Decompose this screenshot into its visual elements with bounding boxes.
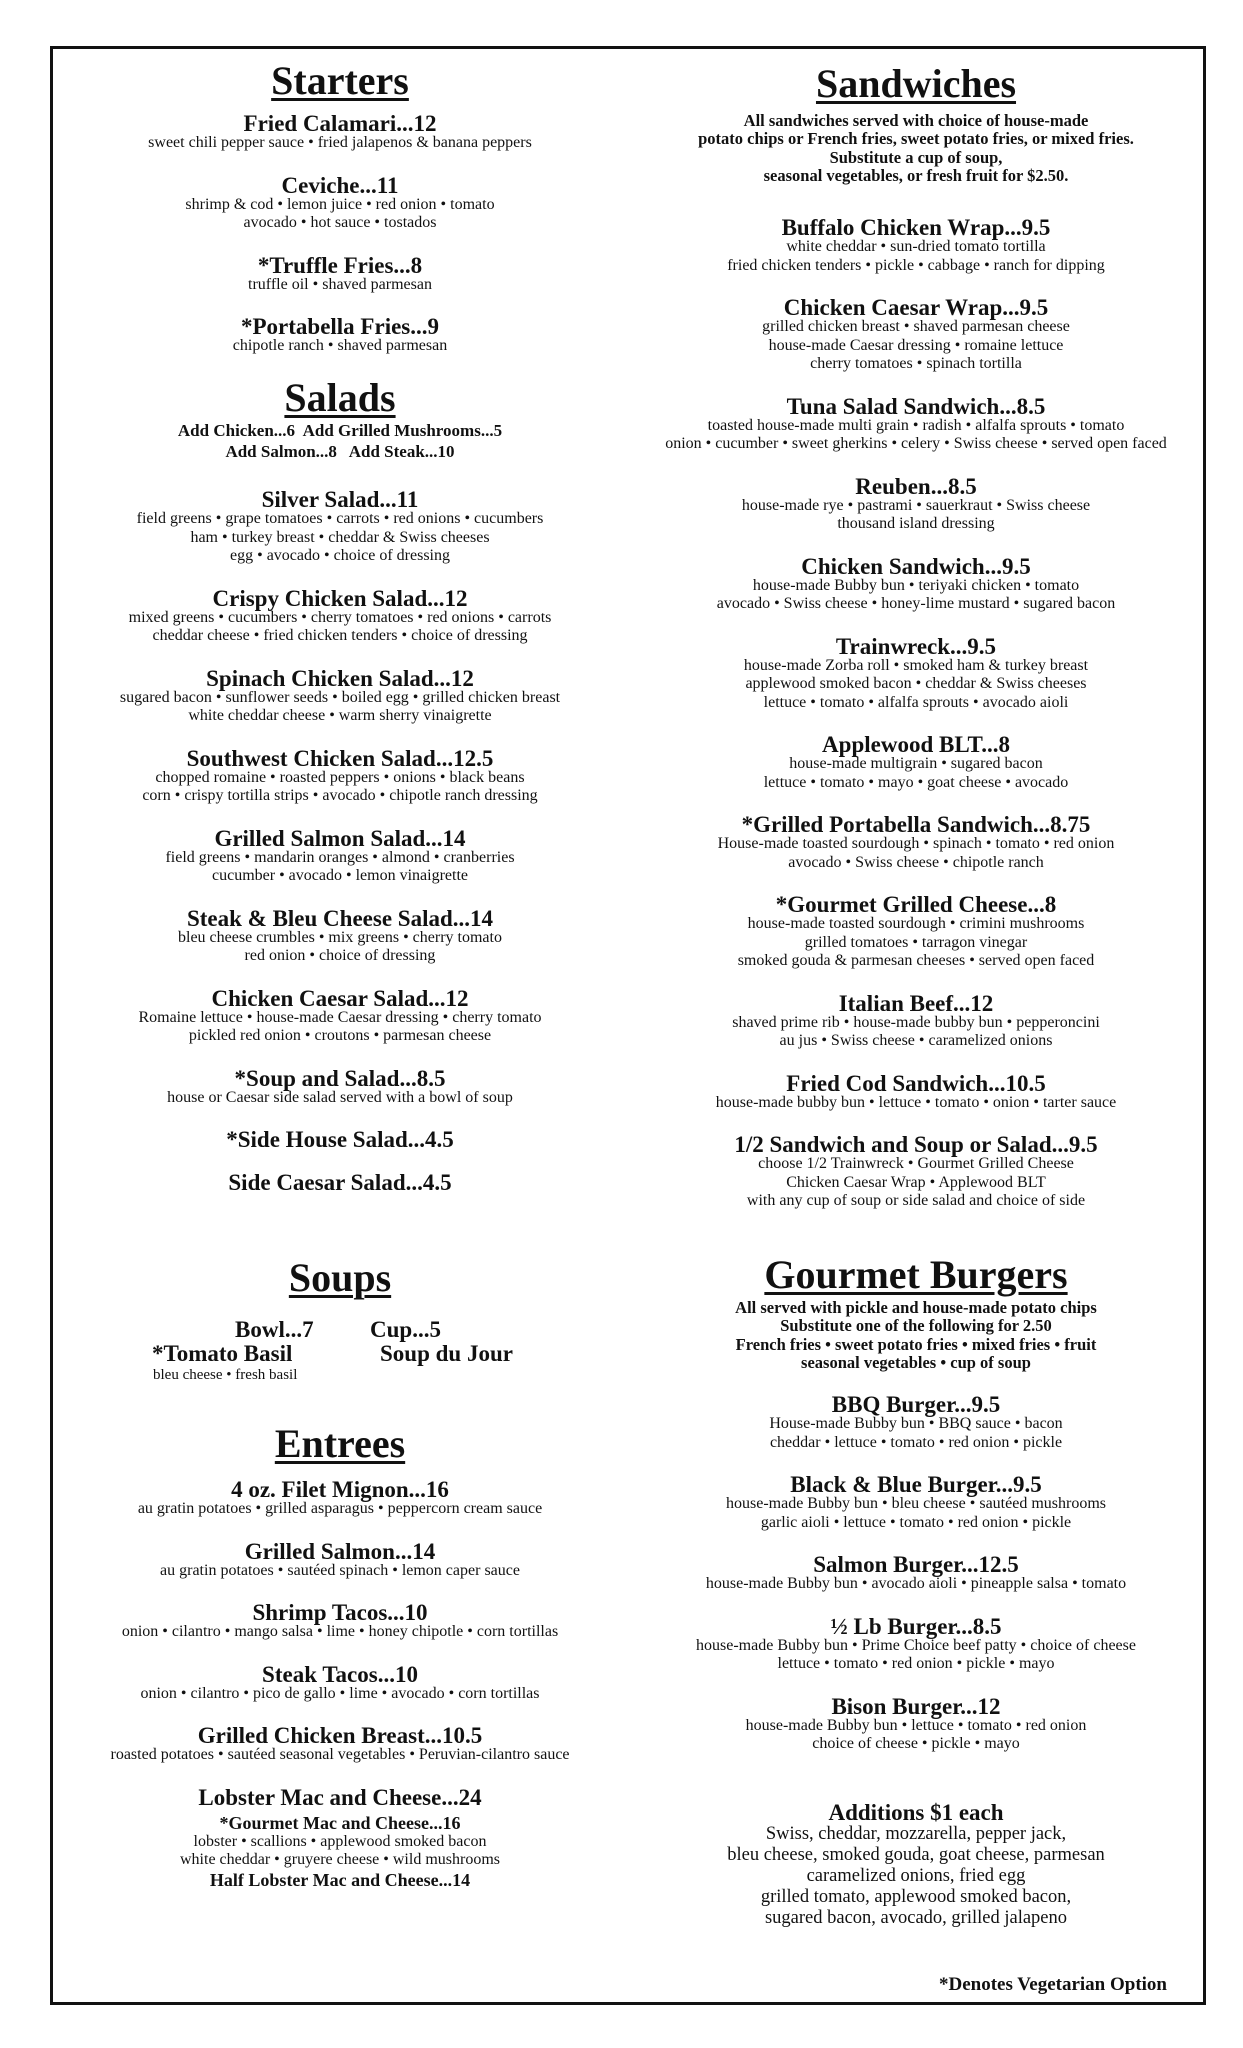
item-desc: chipotle ranch • shaved parmesan — [232, 337, 448, 354]
starters-section — [55, 59, 625, 378]
item-title: Applewood BLT...8 — [822, 732, 1010, 758]
item-desc: lobster • scallions • applewood smoked bacon — [193, 1832, 487, 1850]
menu-item — [621, 1134, 1211, 1211]
burgers-intro — [621, 1299, 1211, 1372]
item-desc: house-made Zorba roll • smoked ham & turkey breast — [743, 656, 1089, 674]
item-desc: onion • cilantro • pico de gallo • lime • avocado • corn tortillas — [140, 1684, 540, 1702]
item-desc: truffle oil • shaved parmesan — [248, 275, 432, 293]
text-line: sugared bacon, avocado, grilled jalapeno — [764, 1908, 1068, 1928]
sandwiches-items — [621, 217, 1211, 1211]
item-title: Buffalo Chicken Wrap...9.5 — [781, 215, 1051, 241]
item-desc: choice of cheese • pickle • mayo — [812, 1735, 1020, 1753]
entrees-items — [55, 1479, 625, 1765]
item-title: Grilled Chicken Breast...10.5 — [197, 1723, 483, 1748]
item-title: Salmon Burger...12.5 — [813, 1552, 1019, 1578]
item-desc: fried chicken tenders • pickle • cabbage • ranch for dipping — [727, 256, 1105, 274]
menu-item — [621, 297, 1211, 374]
sandwiches-intro — [621, 112, 1211, 185]
item-title: Chicken Caesar Wrap...9.5 — [783, 295, 1049, 321]
menu-item — [55, 1538, 625, 1581]
item-desc: field greens • mandarin oranges • almond • cranberries — [165, 848, 515, 866]
tomato-basil: *Tomato Basil — [152, 1341, 293, 1366]
item-desc: au jus • Swiss cheese • caramelized onions — [779, 1032, 1053, 1050]
text-line: grilled tomato, applewood smoked bacon, — [760, 1887, 1072, 1907]
item-title: 4 oz. Filet Mignon...16 — [231, 1477, 449, 1502]
item-desc: au gratin potatoes • sautéed spinach • lemon caper sauce — [160, 1561, 520, 1579]
additions-section — [621, 1802, 1211, 1929]
salads-items — [55, 489, 625, 1193]
text-line: seasonal vegetables, or fresh fruit for $2.50. — [763, 165, 1069, 185]
item-subtitle: *Gourmet Mac and Cheese...16 — [219, 1812, 461, 1833]
menu-item — [621, 1070, 1211, 1113]
soups-section — [55, 1256, 625, 1390]
item-title: Silver Salad...11 — [261, 487, 419, 512]
item-desc: avocado • Swiss cheese • honey-lime mustard • sugared bacon — [716, 595, 1116, 613]
item-desc: smoked gouda & parmesan cheeses • served open faced — [737, 952, 1095, 970]
additions-title: Additions $1 each — [828, 1800, 1004, 1825]
section-heading: Sandwiches — [815, 61, 1017, 106]
item-title: Southwest Chicken Salad...12.5 — [186, 745, 494, 771]
item-desc: egg • avocado • choice of dressing — [229, 547, 450, 564]
menu-item — [621, 894, 1211, 971]
text-line: Swiss, cheddar, mozzarella, pepper jack, — [765, 1824, 1067, 1844]
menu-item — [621, 553, 1211, 614]
item-title: *Side House Salad...4.5 — [226, 1127, 454, 1152]
item-desc: house-made rye • pastrami • sauerkraut • Swiss cheese — [741, 496, 1091, 514]
item-desc: shaved prime rib • house-made bubby bun • pepperoncini — [732, 1013, 1100, 1031]
item-desc: house-made multigrain • sugared bacon — [789, 755, 1043, 773]
item-desc: House-made toasted sourdough • spinach • tomato • red onion — [717, 835, 1115, 853]
menu-item — [55, 172, 625, 233]
menu-item — [55, 1602, 625, 1642]
item-title: Reuben...8.5 — [855, 473, 977, 499]
item-desc: mixed greens • cucumbers • cherry tomatoes • red onions • carrots — [128, 608, 552, 626]
item-desc: bleu cheese crumbles • mix greens • cherry tomato — [178, 928, 502, 946]
item-desc: shrimp & cod • lemon juice • red onion • tomato — [185, 195, 495, 213]
section-heading: Gourmet Burgers — [764, 1252, 1068, 1297]
additions-list — [621, 1824, 1211, 1929]
item-desc: house-made Caesar dressing • romaine lettuce — [768, 336, 1064, 354]
item-title: 1/2 Sandwich and Soup or Salad...9.5 — [734, 1132, 1098, 1158]
item-title: Italian Beef...12 — [838, 990, 994, 1016]
item-title: Black & Blue Burger...9.5 — [790, 1472, 1042, 1498]
item-desc: house-made Bubby bun • bleu cheese • sautéed mushrooms — [725, 1495, 1106, 1513]
section-heading: Soups — [288, 1255, 392, 1300]
menu-item-lobster-mac — [55, 1784, 625, 1890]
menu-item — [55, 1661, 625, 1704]
item-title: Crispy Chicken Salad...12 — [212, 585, 468, 611]
item-desc: garlic aioli • lettuce • tomato • red onion • pickle — [760, 1513, 1072, 1531]
item-title: Chicken Caesar Salad...12 — [211, 985, 469, 1011]
menu-item — [621, 1554, 1211, 1594]
text-line: bleu cheese, smoked gouda, goat cheese, parmesan — [727, 1845, 1105, 1865]
menu-item — [55, 316, 625, 356]
menu-item — [621, 734, 1211, 792]
menu-item — [621, 990, 1211, 1051]
item-desc: house or Caesar side salad served with a bowl of soup — [167, 1088, 513, 1106]
tomato-basil-desc: bleu cheese • fresh basil — [153, 1367, 298, 1383]
item-desc: chopped romaine • roasted peppers • onions • black beans — [155, 768, 525, 786]
item-desc: house-made Bubby bun • avocado aioli • pineapple salsa • tomato — [705, 1575, 1127, 1593]
item-title: Steak & Bleu Cheese Salad...14 — [186, 905, 494, 931]
item-desc: lettuce • tomato • red onion • pickle • mayo — [777, 1655, 1055, 1673]
item-title: *Truffle Fries...8 — [257, 252, 423, 278]
item-desc: house-made bubby bun • lettuce • tomato • onion • tarter sauce — [715, 1093, 1117, 1111]
item-desc: House-made Bubby bun • BBQ sauce • bacon — [769, 1415, 1063, 1433]
text-line: potato chips or French fries, sweet potato fries, or mixed fries. — [698, 129, 1134, 149]
menu-item — [621, 217, 1211, 275]
item-title: *Soup and Salad...8.5 — [234, 1065, 446, 1091]
item-desc: white cheddar • gruyere cheese • wild mushrooms — [180, 1851, 500, 1868]
bowl-price: Bowl...7 — [235, 1317, 314, 1342]
salad-addons: Add Salmon...8 Add Steak...10 — [225, 442, 455, 461]
item-desc: onion • cilantro • mango salsa • lime • honey chipotle • corn tortillas — [121, 1623, 559, 1640]
item-desc: avocado • hot sauce • tostados — [243, 214, 437, 231]
vegetarian-note: *Denotes Vegetarian Option — [939, 1974, 1167, 1995]
item-title: Fried Calamari...12 — [243, 111, 437, 136]
starters-items — [55, 113, 625, 356]
soup-options — [55, 1310, 625, 1390]
item-desc: house-made Bubby bun • teriyaki chicken • tomato — [752, 576, 1080, 594]
item-title: Bison Burger...12 — [831, 1693, 1001, 1719]
menu-item — [621, 1474, 1211, 1532]
item-title: Fried Cod Sandwich...10.5 — [786, 1070, 1046, 1096]
menu-item — [55, 1172, 625, 1193]
burgers-section — [621, 1253, 1211, 1776]
menu-item — [621, 393, 1211, 454]
cup-price: Cup...5 — [370, 1317, 441, 1342]
item-title: Shrimp Tacos...10 — [252, 1600, 428, 1625]
item-desc: au gratin potatoes • grilled asparagus • peppercorn cream sauce — [137, 1500, 543, 1517]
text-line: All sandwiches served with choice of house-made — [743, 111, 1089, 130]
text-line: Substitute a cup of soup, — [829, 147, 1003, 167]
salads-section — [55, 376, 625, 1215]
item-desc: ham • turkey breast • cheddar & Swiss cheeses — [190, 528, 490, 546]
menu-item — [55, 113, 625, 153]
text-line: All served with pickle and house-made potato chips — [735, 1298, 1097, 1317]
text-line: caramelized onions, fried egg — [806, 1866, 1026, 1886]
burgers-items — [621, 1394, 1211, 1754]
item-title: Spinach Chicken Salad...12 — [206, 665, 474, 691]
item-desc: red onion • choice of dressing — [244, 947, 436, 964]
item-desc: house-made Bubby bun • Prime Choice beef patty • choice of cheese — [696, 1636, 1136, 1654]
soup-du-jour: Soup du Jour — [380, 1341, 513, 1366]
item-title: Grilled Salmon...14 — [244, 1538, 436, 1564]
sandwiches-section — [621, 62, 1211, 1233]
section-heading: Entrees — [274, 1421, 406, 1466]
item-desc: cheddar cheese • fried chicken tenders • choice of dressing — [152, 627, 528, 644]
menu-item — [55, 489, 625, 566]
text-line: seasonal vegetables • cup of soup — [801, 1352, 1031, 1372]
menu-item — [621, 473, 1211, 534]
item-desc: Chicken Caesar Wrap • Applewood BLT — [786, 1173, 1046, 1191]
item-desc: applewood smoked bacon • cheddar & Swiss cheeses — [745, 675, 1087, 693]
item-desc: corn • crispy tortilla strips • avocado • chipotle ranch dressing — [142, 787, 538, 804]
item-title: Side Caesar Salad...4.5 — [228, 1170, 452, 1195]
item-desc: cucumber • avocado • lemon vinaigrette — [212, 867, 468, 884]
menu-item — [55, 1479, 625, 1519]
section-heading: Starters — [271, 58, 409, 103]
text-line: French fries • sweet potato fries • mixed fries • fruit — [735, 1334, 1097, 1354]
item-desc: cherry tomatoes • spinach tortilla — [810, 355, 1022, 373]
entrees-section — [55, 1422, 625, 1912]
menu-item — [621, 1693, 1211, 1754]
item-title: *Grilled Portabella Sandwich...8.75 — [741, 812, 1091, 838]
item-title: *Portabella Fries...9 — [240, 314, 439, 339]
item-desc: pickled red onion • croutons • parmesan cheese — [188, 1027, 492, 1044]
menu-item — [55, 252, 625, 295]
item-desc: toasted house-made multi grain • radish • alfalfa sprouts • tomato — [707, 416, 1125, 434]
item-desc: white cheddar cheese • warm sherry vinaigrette — [188, 707, 492, 724]
item-desc: sugared bacon • sunflower seeds • boiled egg • grilled chicken breast — [119, 688, 561, 706]
item-title: Trainwreck...9.5 — [835, 633, 997, 659]
item-desc: thousand island dressing — [837, 515, 995, 533]
item-subtitle: Half Lobster Mac and Cheese...14 — [209, 1869, 471, 1890]
menu-item — [55, 745, 625, 806]
item-desc: lettuce • tomato • mayo • goat cheese • avocado — [763, 773, 1069, 791]
item-desc: sweet chili pepper sauce • fried jalapenos & banana peppers — [148, 134, 532, 151]
item-desc: choose 1/2 Trainwreck • Gourmet Grilled Cheese — [758, 1155, 1074, 1173]
section-heading: Salads — [284, 375, 396, 420]
item-title: ½ Lb Burger...8.5 — [830, 1613, 1002, 1639]
menu-item — [621, 633, 1211, 713]
item-desc: grilled tomatoes • tarragon vinegar — [804, 933, 1028, 951]
menu-item — [621, 1613, 1211, 1674]
menu-item — [55, 1065, 625, 1108]
item-desc: house-made toasted sourdough • crimini mushrooms — [747, 915, 1085, 933]
item-desc: roasted potatoes • sautéed seasonal vegetables • Peruvian-cilantro sauce — [110, 1746, 570, 1763]
item-title: BBQ Burger...9.5 — [831, 1392, 1001, 1418]
item-title: Tuna Salad Sandwich...8.5 — [786, 393, 1046, 419]
item-title: Grilled Salmon Salad...14 — [214, 825, 466, 851]
menu-item — [55, 1725, 625, 1765]
item-desc: lettuce • tomato • alfalfa sprouts • avocado aioli — [763, 693, 1069, 711]
item-desc: house-made Bubby bun • lettuce • tomato • red onion — [745, 1716, 1087, 1734]
menu-item — [55, 665, 625, 726]
menu-item — [55, 905, 625, 966]
item-desc: Romaine lettuce • house-made Caesar dressing • cherry tomato — [138, 1008, 542, 1026]
text-line: Substitute one of the following for 2.50 — [780, 1316, 1052, 1336]
item-desc: with any cup of soup or side salad and choice of side — [746, 1192, 1086, 1210]
item-desc: field greens • grape tomatoes • carrots • red onions • cucumbers — [136, 510, 544, 527]
menu-item — [55, 825, 625, 886]
salad-addons: Add Chicken...6 Add Grilled Mushrooms...5 — [177, 421, 503, 440]
item-title: Ceviche...11 — [281, 172, 399, 198]
item-title: *Gourmet Grilled Cheese...8 — [775, 892, 1057, 918]
menu-item — [621, 1394, 1211, 1452]
menu-item — [55, 1129, 625, 1150]
menu-item — [55, 985, 625, 1046]
item-desc: avocado • Swiss cheese • chipotle ranch — [788, 853, 1044, 871]
item-desc: grilled chicken breast • shaved parmesan cheese — [762, 318, 1070, 336]
item-title: Chicken Sandwich...9.5 — [801, 553, 1031, 579]
item-desc: cheddar • lettuce • tomato • red onion • pickle — [769, 1433, 1063, 1451]
item-desc: white cheddar • sun-dried tomato tortilla — [786, 238, 1046, 256]
menu-item — [621, 814, 1211, 872]
menu-item — [55, 585, 625, 646]
item-title: Steak Tacos...10 — [262, 1661, 418, 1687]
item-desc: onion • cucumber • sweet gherkins • celery • Swiss cheese • served open faced — [665, 435, 1167, 453]
item-title: Lobster Mac and Cheese...24 — [198, 1784, 482, 1810]
